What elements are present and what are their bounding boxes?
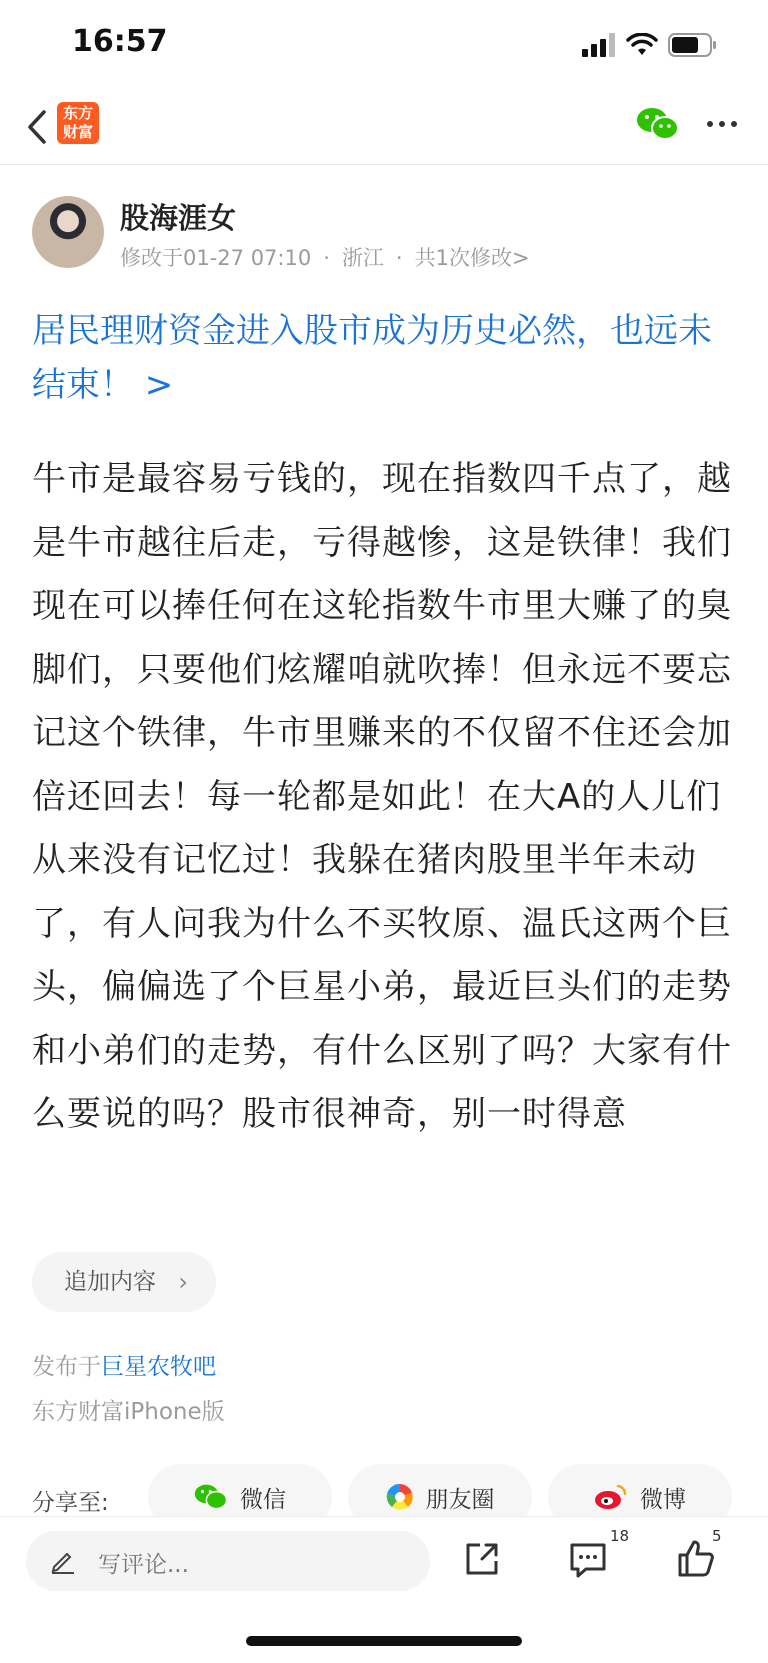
- wechat-share-button[interactable]: [636, 106, 680, 142]
- append-content-label: 追加内容: [64, 1269, 156, 1295]
- chevron-right-icon: ›: [178, 1268, 188, 1296]
- wifi-icon: [626, 33, 658, 57]
- eastmoney-logo[interactable]: [57, 102, 99, 144]
- share-wechat-label: 微信: [240, 1486, 286, 1513]
- comment-placeholder: 写评论...: [98, 1552, 189, 1578]
- author-name[interactable]: 股海涯女: [120, 201, 237, 235]
- comment-input[interactable]: [26, 1531, 430, 1591]
- more-button[interactable]: [704, 112, 740, 136]
- logo-line2: 财富: [62, 123, 93, 141]
- comment-count: 18: [610, 1527, 630, 1545]
- modified-time: 修改于01-27 07:10: [120, 246, 312, 270]
- published-in: [32, 1348, 216, 1381]
- signal-icon: [582, 33, 616, 57]
- moments-icon: [386, 1483, 414, 1511]
- post-meta: 修改于01-27 07:10 · 浙江 · 共1次修改>: [120, 246, 530, 270]
- comments-button[interactable]: [566, 1537, 610, 1581]
- share-label: 分享至:: [32, 1490, 109, 1516]
- avatar[interactable]: [32, 196, 104, 268]
- wechat-icon: [636, 106, 680, 142]
- share-button[interactable]: [460, 1537, 504, 1581]
- append-content-button[interactable]: [32, 1252, 216, 1312]
- back-button[interactable]: [18, 104, 58, 150]
- logo-line1: 东方: [62, 104, 93, 122]
- forum-link[interactable]: 巨星农牧吧: [101, 1354, 216, 1380]
- location: 浙江: [341, 246, 384, 270]
- post-body: 牛市是最容易亏钱的，现在指数四千点了，越是牛市越往后走，亏得越惨，这是铁律！我们现在可以捧任何在这轮指数牛市里大赚了的臭脚们，只要他们炫耀咱就吹捧！但永远不要忘记这个铁律，牛市里赚来的不仅留不住还会加倍还回去！每一轮都是如此！在大A的人儿们从来没有记忆过！我躲在猪肉股里半年未动了，有人问我为什么不买牧原、温氏这两个巨头，偏偏选了个巨星小弟，最近巨头们的走势和小弟们的走势，有什么区别了吗？大家有什么要说的吗？股市很神奇，别一时得意: [32, 459, 732, 1134]
- more-dots-icon: [704, 112, 740, 136]
- status-icons: [582, 30, 718, 60]
- battery-icon: [668, 32, 718, 58]
- author-header: [32, 196, 732, 272]
- client-source: 东方财富iPhone版: [32, 1399, 225, 1425]
- chevron-left-icon: [18, 104, 58, 150]
- weibo-icon: [594, 1483, 628, 1511]
- post-title[interactable]: 居民理财资金进入股市成为历史必然，也远未结束！ >: [32, 311, 712, 405]
- wechat-icon: [194, 1483, 228, 1511]
- published-prefix: 发布于: [32, 1354, 101, 1380]
- edit-history-link[interactable]: 共1次修改>: [414, 246, 530, 270]
- comment-icon: [566, 1537, 610, 1581]
- status-time: 16:57: [72, 24, 168, 59]
- nav-bar: [0, 90, 768, 165]
- share-weibo-label: 微博: [640, 1486, 686, 1513]
- home-indicator: [246, 1636, 522, 1646]
- like-count: 5: [712, 1527, 722, 1545]
- pencil-icon: [48, 1545, 78, 1575]
- share-external-icon: [460, 1537, 504, 1581]
- status-bar: [0, 0, 768, 90]
- share-moments-label: 朋友圈: [425, 1486, 495, 1513]
